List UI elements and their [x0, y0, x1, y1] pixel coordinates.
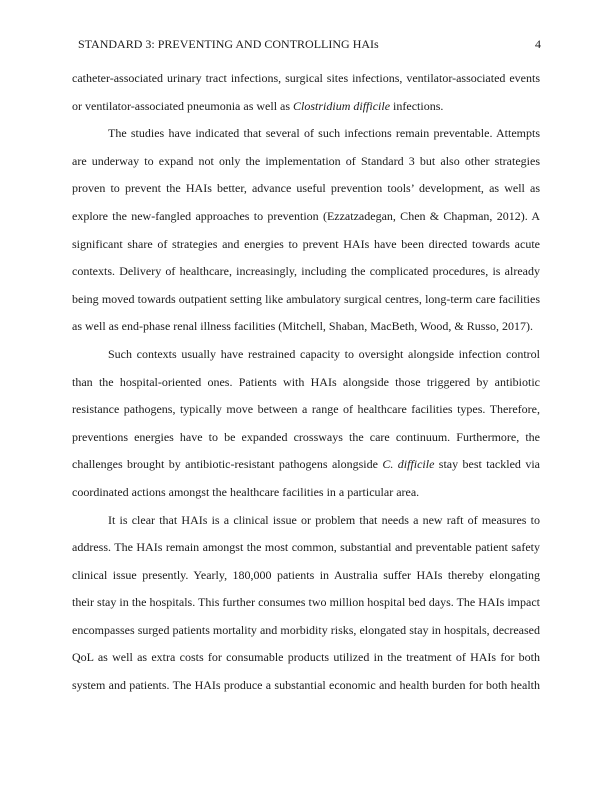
text-run: resistance pathogens, typically move between a range of healthcare facilities types. Therefore,	[72, 402, 540, 417]
text-run: being moved towards outpatient setting like ambulatory surgical centres, long-term care facilities	[72, 291, 540, 306]
text-run: It is clear that HAIs is a clinical issue or problem that needs a new raft of measures to	[108, 512, 540, 527]
text-run: than the hospital-oriented ones. Patients with HAIs alongside those triggered by antibiotic	[72, 374, 540, 389]
text-run: encompasses surged patients mortality and morbidity risks, elongated stay in hospitals, decreased	[72, 622, 540, 637]
italic-text: C. difficile	[382, 457, 435, 472]
paragraph-3-line	[72, 396, 540, 424]
text-run: challenges brought by antibiotic-resistant pathogens alongside	[72, 457, 383, 472]
running-head: STANDARD 3: PREVENTING AND CONTROLLING HAIs	[78, 37, 379, 51]
paragraph-2-line	[72, 175, 540, 203]
paragraph-2-line	[72, 313, 540, 341]
text-run: system and patients. The HAIs produce a substantial economic and health burden for both health	[72, 678, 540, 693]
paragraph-1-line	[72, 93, 540, 121]
paragraph-3-line	[72, 424, 540, 452]
text-run: QoL as well as extra costs for consumable products utilized in the treatment of HAIs for both	[72, 650, 540, 665]
text-run: are underway to expand not only the implementation of Standard 3 but also other strategies	[72, 153, 540, 168]
text-run: contexts. Delivery of healthcare, increasingly, including the complicated procedures, is already	[72, 264, 540, 279]
paragraph-1-line	[72, 65, 540, 93]
text-run: their stay in the hospitals. This further consumes two million hospital bed days. The HAIs impact	[72, 595, 540, 610]
paragraph-4-line	[72, 562, 540, 590]
paragraph-3-line	[72, 341, 540, 369]
text-run: clinical issue presently. Yearly, 180,000 patients in Australia suffer HAIs thereby elongating	[72, 567, 540, 582]
text-run: address. The HAIs remain amongst the most common, substantial and preventable patient safety	[72, 540, 540, 555]
paragraph-3-line	[72, 369, 540, 397]
paragraph-2-line	[72, 231, 540, 259]
paragraph-4-line	[72, 644, 540, 672]
text-run: infections.	[390, 98, 444, 113]
paragraph-2-line	[72, 148, 540, 176]
text-run: Such contexts usually have restrained capacity to oversight alongside infection control	[108, 346, 540, 361]
text-run: significant share of strategies and energies to prevent HAIs have been directed towards acute	[72, 236, 540, 251]
text-run: proven to prevent the HAIs better, advance useful prevention tools’ development, as well as	[72, 181, 540, 196]
text-run: catheter-associated urinary tract infections, surgical sites infections, ventilator-associated events	[72, 71, 540, 85]
paragraph-4-line	[72, 672, 540, 700]
text-run: or ventilator-associated pneumonia as well as	[72, 98, 294, 113]
page-number: 4	[535, 37, 541, 51]
paragraph-2-line	[72, 258, 540, 286]
paragraph-4-line	[72, 534, 540, 562]
document-body	[72, 65, 540, 700]
text-run: The studies have indicated that several of such infections remain preventable. Attempts	[108, 126, 540, 141]
text-run: explore the new-fangled approaches to prevention (Ezzatzadegan, Chen & Chapman, 2012). A	[72, 208, 540, 223]
paragraph-2-line	[72, 203, 540, 231]
paragraph-2-line	[72, 286, 540, 314]
paragraph-4-line	[72, 507, 540, 535]
paragraph-3-line	[72, 479, 540, 507]
paragraph-4-line	[72, 589, 540, 617]
italic-text: Clostridium difficile	[293, 98, 391, 113]
paragraph-2-line	[72, 120, 540, 148]
paragraph-3-line	[72, 451, 540, 479]
text-run: as well as end-phase renal illness facilities (Mitchell, Shaban, MacBeth, Wood, & Russo, 2017).	[72, 319, 534, 334]
paragraph-4-line	[72, 617, 540, 645]
text-run: stay best tackled via	[434, 457, 540, 472]
text-run: coordinated actions amongst the healthcare facilities in a particular area.	[72, 484, 420, 499]
text-run: preventions energies have to be expanded crossways the care continuum. Furthermore, the	[72, 429, 540, 444]
